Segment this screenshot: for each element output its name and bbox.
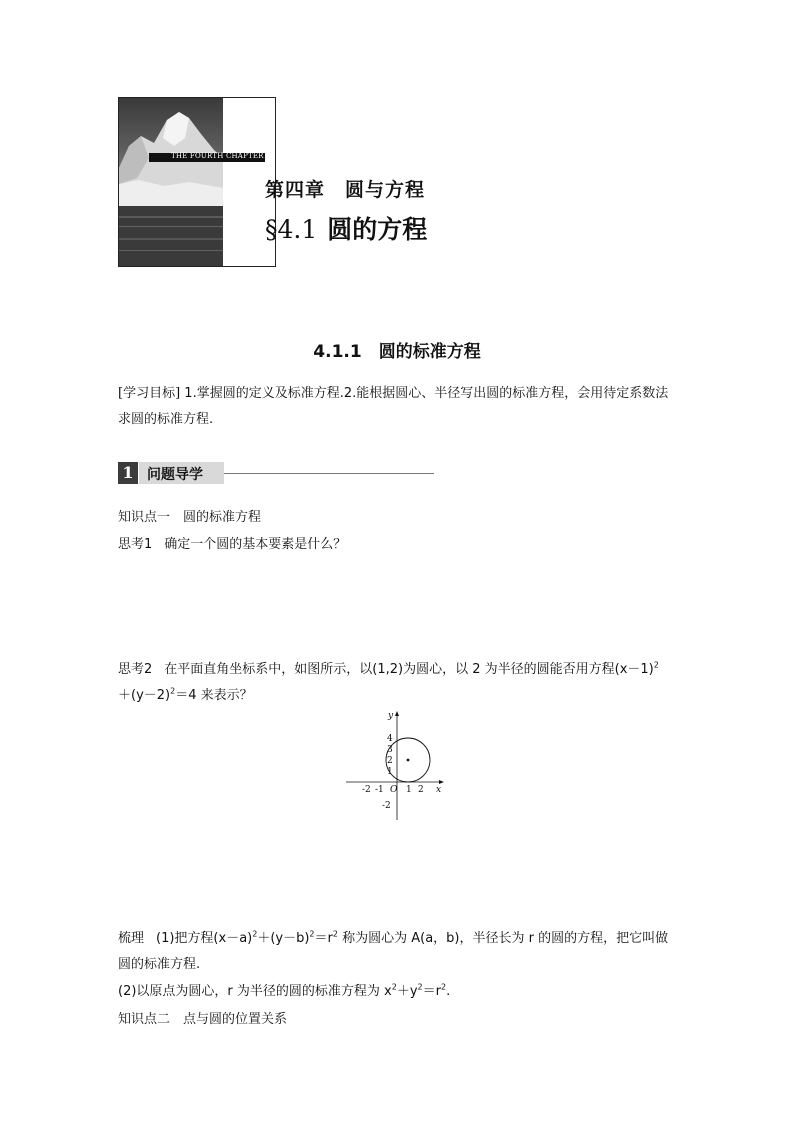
summary-1-part-a: (1)把方程(x－a) <box>156 931 253 946</box>
section-header-number: 1 <box>118 462 138 484</box>
chapter-banner-text: THE FOURTH CHAPTER <box>171 152 264 160</box>
summary-2-exp-2: 2 <box>417 982 423 992</box>
think-question-2 <box>118 658 659 677</box>
iceberg-photo <box>119 98 223 266</box>
y-tick-2: 2 <box>387 756 393 766</box>
summary-1-part-c: ＝r <box>314 931 333 946</box>
knowledge-point-1: 知识点一 圆的标准方程 <box>118 510 262 525</box>
summary-2-part-b: ＋y <box>396 984 418 999</box>
x-axis-arrow <box>439 780 444 784</box>
summary-2-exp-1: 2 <box>391 982 397 992</box>
think-2-text-c: ＝4 来表示？ <box>175 688 253 703</box>
summary-2-part-d: . <box>446 984 451 999</box>
y-tick-neg2: -2 <box>382 801 391 811</box>
think-2-exp-a: 2 <box>653 660 659 670</box>
summary-label: 梳理 <box>118 931 145 946</box>
section-number: §4.1 <box>265 215 318 244</box>
x-tick-2: 2 <box>418 785 424 795</box>
y-tick-3: 3 <box>387 745 393 755</box>
chapter-title: 第四章 圆与方程 <box>265 179 426 201</box>
summary-1-exp-1: 2 <box>252 929 258 939</box>
y-axis-label: y <box>388 711 394 721</box>
summary-2-part-a: (2)以原点为圆心，r 为半径的圆的标准方程为 x <box>118 984 392 999</box>
think-2-exp-b: 2 <box>170 686 176 696</box>
section-name: 圆的方程 <box>327 215 428 244</box>
summary-1-part-d: 称为圆心为 A(a，b)，半径长为 r 的圆的方程，把它叫做 <box>337 931 669 946</box>
summary-2-exp-3: 2 <box>440 982 447 992</box>
y-axis-arrow <box>395 711 399 716</box>
summary-2-part-c: ＝r <box>422 984 441 999</box>
section-header-rule <box>224 473 434 474</box>
think-1-label: 思考1 <box>118 537 153 552</box>
learning-goals-tag: [学习目标] <box>118 386 181 401</box>
y-tick-4: 4 <box>387 734 393 744</box>
think-question-1 <box>118 533 346 552</box>
summary-paragraph-2 <box>118 980 450 999</box>
summary-paragraph-1-continued: 圆的标准方程. <box>118 957 201 972</box>
summary-paragraph-1 <box>118 927 668 946</box>
learning-goals-text: 1.掌握圆的定义及标准方程.2.能根据圆心、半径写出圆的标准方程，会用待定系数法求圆的标准方程. <box>118 386 669 427</box>
section-header-label: 问题导学 <box>147 467 203 483</box>
think-1-text: 确定一个圆的基本要素是什么？ <box>164 537 347 552</box>
x-axis-label: x <box>436 785 442 795</box>
chapter-cover-image <box>118 97 276 267</box>
learning-goals <box>118 381 678 433</box>
x-tick-1: 1 <box>406 785 412 795</box>
x-tick-neg1: -1 <box>375 785 384 795</box>
summary-1-part-b: ＋(y－b) <box>257 931 310 946</box>
summary-1-exp-2: 2 <box>309 929 315 939</box>
summary-1-exp-3: 2 <box>332 929 338 939</box>
think-question-2-continued <box>118 684 253 703</box>
circle-coordinate-figure <box>340 708 450 823</box>
subsection-title: 4.1.1 圆的标准方程 <box>313 342 481 362</box>
y-tick-1: 1 <box>387 767 393 777</box>
knowledge-point-2: 知识点二 点与圆的位置关系 <box>118 1012 288 1027</box>
section-title <box>265 210 427 246</box>
circle-center <box>407 759 410 762</box>
iceberg-illustration <box>119 98 223 266</box>
think-2-text-b: ＋(y－2) <box>118 688 171 703</box>
section-header <box>118 462 438 484</box>
think-2-text-a: 在平面直角坐标系中，如图所示，以(1,2)为圆心，以 2 为半径的圆能否用方程(x－1) <box>164 662 654 677</box>
x-tick-neg2: -2 <box>362 785 371 795</box>
think-2-label: 思考2 <box>118 662 153 677</box>
origin-label: O <box>390 785 398 795</box>
